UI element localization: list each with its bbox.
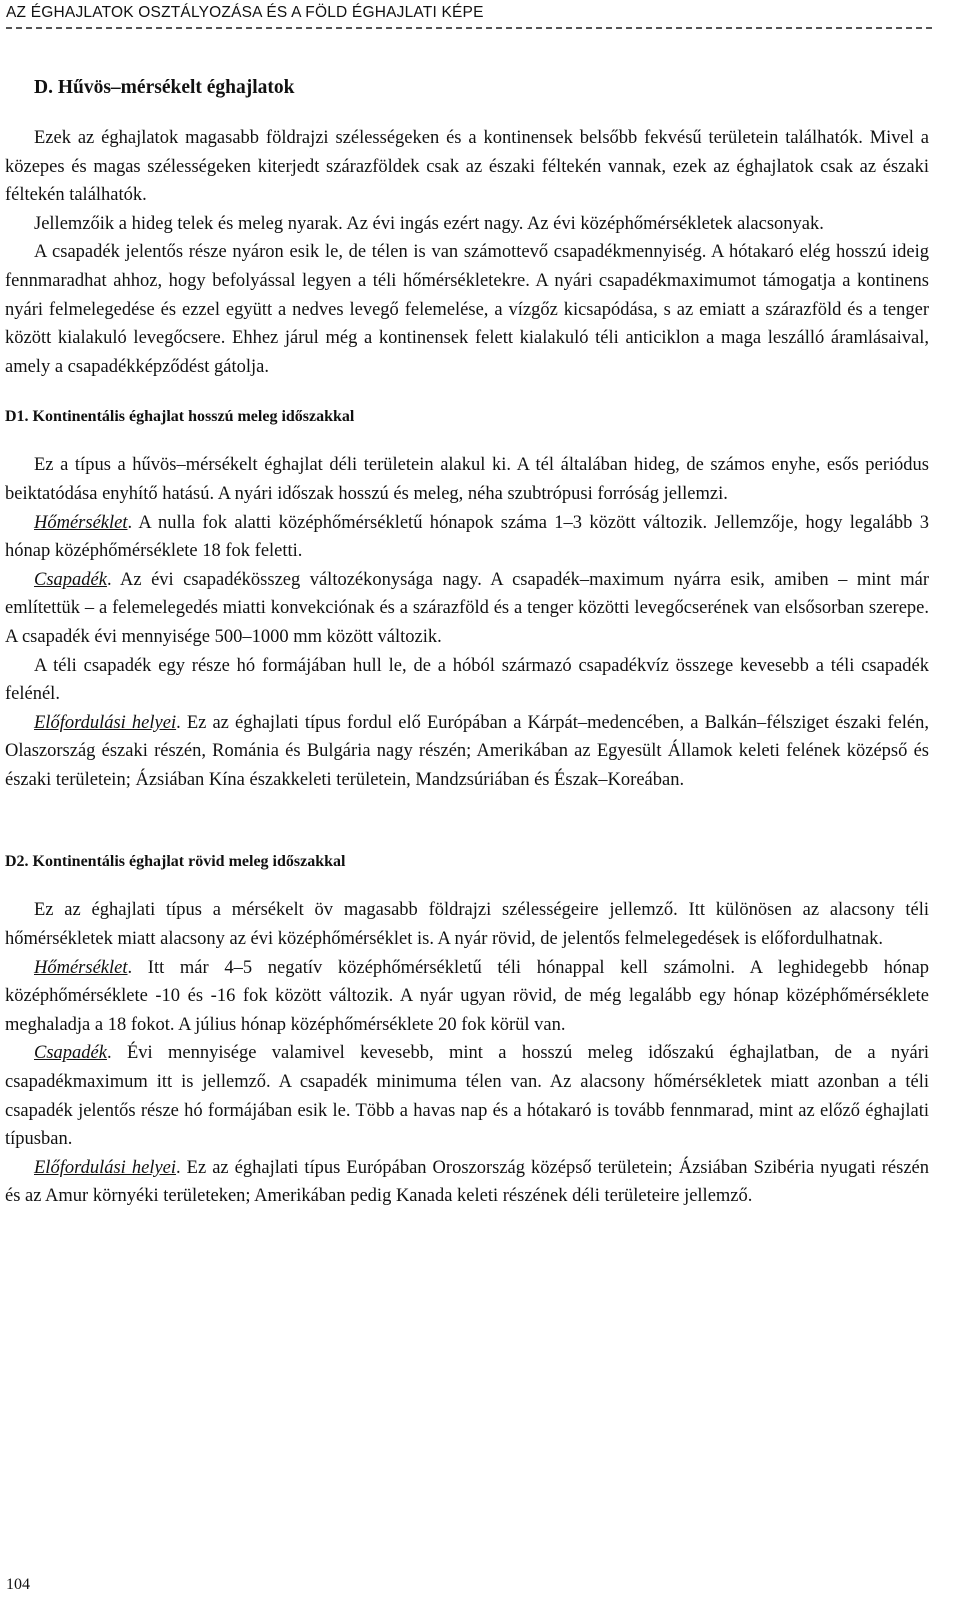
precipitation-text: . Az évi csapadékösszeg változékonysága nagy. A csapadék–maximum nyárra esik, amiben – mint már említettük – a felemelegedés miatti konvekciónak és a szárazföld és a tenger közötti levegőcserének van elsősorban szerepe. A csapadék évi mennyisége 500–1000 mm között változik.: [5, 569, 929, 647]
section-d2-precipitation: [5, 1039, 929, 1153]
page-number: 104: [6, 1576, 30, 1593]
section-d-title: D. Hűvös–mérsékelt éghajlatok: [34, 77, 295, 98]
section-d-paragraph: Jellemzőik a hideg telek és meleg nyarak. Az évi ingás ezért nagy. Az évi középhőmérsékletek alacsonyak.: [34, 213, 824, 234]
header-divider: [6, 27, 932, 29]
section-d1-temperature: [5, 509, 929, 566]
section-d-paragraph: A csapadék jelentős része nyáron esik le, de télen is van számottevő csapadékmennyiség. A hótakaró elég hosszú ideig fennmaradhat ahhoz, hogy befolyással legyen a téli hőmérsékletekre. A nyári csapadékmaximumot támogatja a kontinens nyári felmelegedése és ezzel együtt a nedves levegő felemelése, a vízgőz kicsapódása, s az emiatt a szárazföld és a tenger között kialakuló levegőcsere. Ehhez járul még a kontinensek felett kialakuló téli anticiklon a maga leszálló áramlásaival, amely a csapadékképződést gátolja.: [5, 242, 929, 377]
occurrence-label: Előfordulási helyei: [34, 1157, 177, 1178]
section-d-paragraph: Ezek az éghajlatok magasabb földrajzi szélességeken és a kontinensek belsőbb fekvésű területein találhatók. Mivel a közepes és magas szélességeken kiterjedt szárazföldek csak az északi féltekén vannak, ezek az éghajlatok csak az északi féltekén találhatók.: [5, 128, 929, 206]
section-d1-title: D1. Kontinentális éghajlat hosszú meleg időszakkal: [5, 408, 355, 426]
section-d1-occurrence: [5, 709, 929, 795]
precipitation-label: Csapadék: [34, 1043, 107, 1064]
occurrence-text: . Ez az éghajlati típus Európában Oroszország középső területein; Ázsiában Szibéria nyugati részén és az Amur környéki területeken; Amerikában pedig Kanada keleti részének déli területeire jellemző.: [5, 1157, 929, 1207]
section-d2-temperature: [5, 954, 929, 1040]
temperature-text: . Itt már 4–5 negatív középhőmérsékletű téli hónappal kell számolni. A leghidegebb hónap középhőmérséklete -10 és -16 fok között változik. A nyár ugyan rövid, de még legalább egy hónap középhőmérséklete meghaladja a 18 fokot. A július hónap középhőmérséklete 20 fok körül van.: [5, 957, 929, 1035]
temperature-label: Hőmérséklet: [34, 512, 128, 533]
occurrence-label: Előfordulási helyei: [34, 712, 177, 733]
page-content: [5, 74, 929, 1211]
section-d2-intro: Ez az éghajlati típus a mérsékelt öv magasabb földrajzi szélességeire jellemző. Itt különösen az alacsony téli hőmérsékletek miatt alacsony az évi középhőmérséklet is. A nyár rövid, de jelentős felmelegedések is előfordulhatnak.: [5, 900, 929, 950]
section-d1-precipitation: [5, 566, 929, 652]
running-header: AZ ÉGHAJLATOK OSZTÁLYOZÁSA ÉS A FÖLD ÉGHAJLATI KÉPE: [6, 4, 484, 21]
section-d1-intro: Ez a típus a hűvös–mérsékelt éghajlat déli területein alakul ki. A tél általában hideg, de számos enyhe, esős periódus beiktatódása enyhítő hatású. A nyári időszak hosszú és meleg, néha szubtrópusi forróság jellemzi.: [5, 455, 929, 504]
section-d1-winter-precipitation: A téli csapadék egy része hó formájában hull le, de a hóból származó csapadékvíz összege kevesebb a téli csapadék felénél.: [5, 655, 929, 705]
occurrence-text: . Ez az éghajlati típus fordul elő Európában a Kárpát–medencében, a Balkán–félsziget északi felén, Olaszország északi részén, Románia és Bulgária nagy részén; Amerikában az Egyesült Államok keleti felének középső és északi területein; Ázsiában Kína északkeleti területein, Mandzsúriában és Észak–Koreában.: [5, 712, 929, 790]
precipitation-label: Csapadék: [34, 569, 107, 590]
section-d2-occurrence: [5, 1154, 929, 1211]
precipitation-text: . Évi mennyisége valamivel kevesebb, mint a hosszú meleg időszakú éghajlatban, de a nyári csapadékmaximum itt is jellemző. A csapadék minimuma télen van. Az alacsony hőmérsékletek miatt azonban a téli csapadék jelentős része hó formájában esik le. Több a havas nap és a hótakaró is tovább fennmarad, mint az előző éghajlati típusban.: [5, 1043, 929, 1150]
section-d2-title: D2. Kontinentális éghajlat rövid meleg időszakkal: [5, 853, 346, 871]
temperature-label: Hőmérséklet: [34, 957, 128, 978]
temperature-text: . A nulla fok alatti középhőmérsékletű hónapok száma 1–3 között változik. Jellemzője, hogy legalább 3 hónap középhőmérséklete 18 fok feletti.: [5, 512, 929, 562]
